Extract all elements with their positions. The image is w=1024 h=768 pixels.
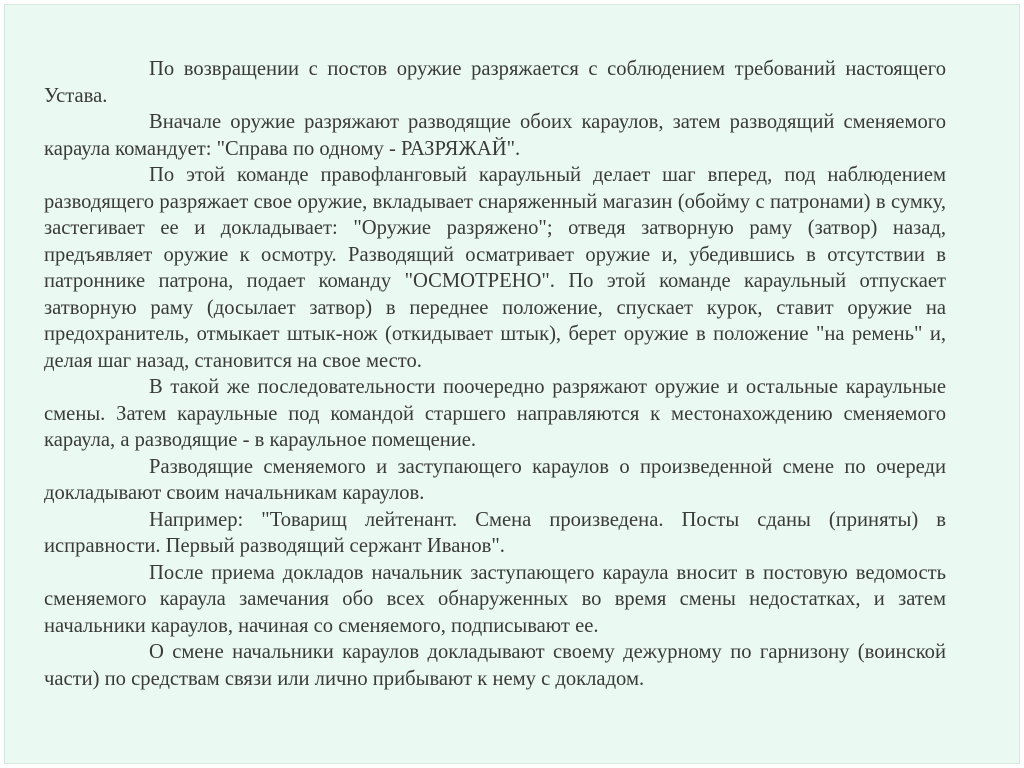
paragraph-report-example: Например: "Товарищ лейтенант. Смена произведена. Посты сданы (приняты) в исправности. Первый разводящий сержант Иванов". <box>44 508 946 557</box>
paragraph-post-register: После приема докладов начальник заступающего караула вносит в постовую ведомость сменяемого караула замечания обо всех обнаруженных во время смены недостатках, и затем начальники караулов, начиная со сменяемого, подписывают ее. <box>44 561 946 637</box>
paragraph-other-shifts: В такой же последовательности поочередно разряжают оружие и остальные караульные смены. Затем караульные под командой старшего направляются к местонахождению сменяемого караула, а разводящие - в караульное помещение. <box>44 376 946 451</box>
paragraph-duty-report: О смене начальники караулов докладывают своему дежурному по гарнизону (воинской части) по средствам связи или лично прибывают к нему с докладом. <box>44 641 946 690</box>
paragraph-first-unloading: Вначале оружие разряжают разводящие обоих караулов, затем разводящий сменяемого караула командует: "Справа по одному - РАЗРЯЖАЙ". <box>44 111 946 160</box>
paragraph-return-from-posts: По возвращении с постов оружие разряжается с соблюдением требований настоящего Устава. <box>44 58 946 107</box>
paragraph-unloading-procedure: По этой команде правофланговый караульный делает шаг вперед, под наблюдением разводящего разряжает свое оружие, вкладывает снаряженный магазин (обойму с патронами) в сумку, застегивает ее и докладывает: "Оружие разряжено"; отведя затворную раму (затвор) назад, предъявляет оружие к осмотру. Разводящий осматривает оружие и, убедившись в отсутствии в патроннике патрона, подает команду "ОСМОТРЕНО". По этой команде караульный отпускает затворную раму (досылает затвор) в переднее положение, спускает курок, ставит оружие на предохранитель, отмыкает штык-нож (откидывает штык), берет оружие в положение "на ремень" и, делая шаг назад, становится на свое место. <box>44 164 946 372</box>
document-body <box>44 56 946 692</box>
paragraph-reporting: Разводящие сменяемого и заступающего караулов о произведенной смене по очереди докладывают своим начальникам караулов. <box>44 455 946 504</box>
